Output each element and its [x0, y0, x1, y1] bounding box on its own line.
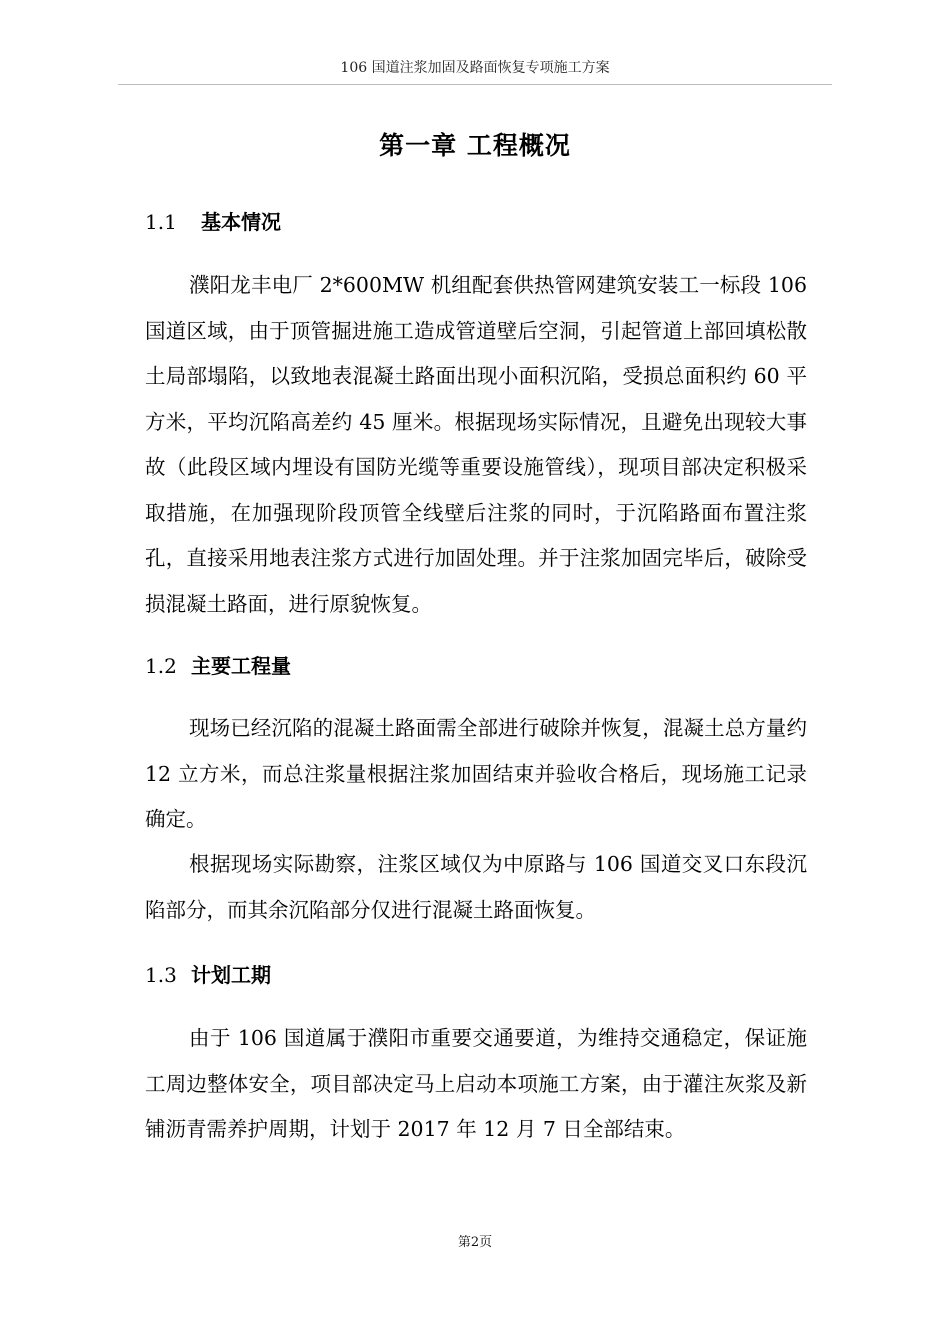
paragraph-schedule: 由于 106 国道属于濮阳市重要交通要道，为维持交通稳定，保证施工周边整体安全，项目部决定马上启动本项施工方案，由于灌注灰浆及新铺沥青需养护周期，计划于 2017 年 12 月 7 日全部结束。 [145, 1026, 807, 1141]
section-number: 1.3 [145, 963, 177, 987]
section-title: 基本情况 [201, 210, 281, 234]
section-heading-planned-schedule [145, 960, 271, 990]
section-heading-basic-situation [145, 207, 281, 237]
section-title: 主要工程量 [191, 654, 291, 678]
paragraph-quantities-concrete: 现场已经沉陷的混凝土路面需全部进行破除并恢复，混凝土总方量约 12 立方米，而总注浆量根据注浆加固结束并验收合格后，现场施工记录确定。 [145, 716, 807, 831]
chapter-title: 第一章 工程概况 [379, 131, 571, 160]
section-heading-main-quantities [145, 651, 291, 681]
section-title: 计划工期 [191, 963, 271, 987]
paragraph-quantities-grouting-area: 根据现场实际勘察，注浆区域仅为中原路与 106 国道交叉口东段沉陷部分，而其余沉陷部分仅进行混凝土路面恢复。 [145, 852, 807, 922]
page-number: 第2页 [457, 1235, 493, 1250]
section-number: 1.1 [145, 210, 177, 234]
section-number: 1.2 [145, 654, 177, 678]
paragraph-basic-situation: 濮阳龙丰电厂 2*600MW 机组配套供热管网建筑安装工一标段 106 国道区域，由于顶管掘进施工造成管道壁后空洞，引起管道上部回填松散土局部塌陷，以致地表混凝土路面出现小面积沉陷，受损总面积约 60 平方米，平均沉陷高差约 45 厘米。根据现场实际情况，且避免出现较大事故（此段区域内埋设有国防光缆等重要设施管线），现项目部决定积极采取措施，在加强现阶段顶管全线壁后注浆的同时，于沉陷路面布置注浆孔，直接采用地表注浆方式进行加固处理。并于注浆加固完毕后，破除受损混凝土路面，进行原貌恢复。 [145, 273, 807, 616]
header-divider [118, 84, 832, 85]
running-header: 106 国道注浆加固及路面恢复专项施工方案 [340, 60, 610, 76]
